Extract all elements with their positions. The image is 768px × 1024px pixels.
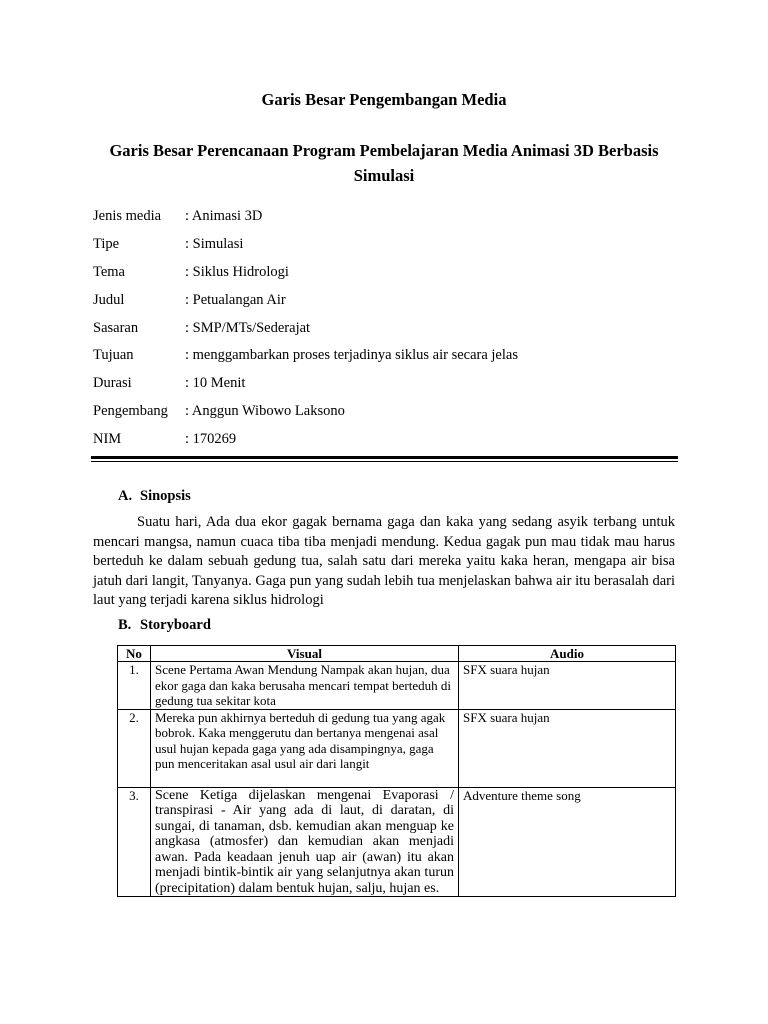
row-visual: Scene Pertama Awan Mendung Nampak akan hujan, dua ekor gaga dan kaka berusaha mencari tempat berteduh di gedung tua sekitar kota xyxy=(151,662,459,710)
table-row xyxy=(118,787,676,897)
meta-value: : Siklus Hidrologi xyxy=(185,263,289,280)
meta-row-sasaran xyxy=(93,314,518,342)
row-audio: SFX suara hujan xyxy=(459,662,676,710)
divider-thick xyxy=(91,456,678,459)
meta-value: : menggambarkan proses terjadinya siklus air secara jelas xyxy=(185,347,518,364)
meta-row-tujuan xyxy=(93,342,518,370)
table-row xyxy=(118,709,676,787)
meta-label: Judul xyxy=(93,291,125,308)
row-number: 2. xyxy=(118,709,151,787)
row-audio: SFX suara hujan xyxy=(459,709,676,787)
row-visual: Mereka pun akhirnya berteduh di gedung tua yang agak bobrok. Kaka menggerutu dan bertanya mengenai asal usul hujan kepada gaga yang ada disampingnya, gaga pun menceritakan asal usul air dari langit xyxy=(151,709,459,787)
main-title: Garis Besar Pengembangan Media xyxy=(261,90,507,109)
meta-row-durasi xyxy=(93,370,518,398)
header-visual: Visual xyxy=(151,646,459,662)
meta-label: Tipe xyxy=(93,236,120,253)
meta-row-nim xyxy=(93,425,518,453)
meta-row-judul xyxy=(93,286,518,314)
meta-value: : SMP/MTs/Sederajat xyxy=(185,319,311,336)
section-heading-sinopsis xyxy=(118,488,191,505)
meta-value: : 170269 xyxy=(185,430,237,447)
header-no: No xyxy=(118,646,151,662)
section-heading-storyboard xyxy=(118,617,211,634)
meta-row-pengembang xyxy=(93,398,518,426)
meta-label: Sasaran xyxy=(93,319,139,336)
meta-label: Tujuan xyxy=(93,347,134,364)
table-header-row xyxy=(118,646,676,662)
synopsis-paragraph: Suatu hari, Ada dua ekor gagak bernama gaga dan kaka yang sedang asyik terbang untuk mencari mangsa, namun cuaca tiba tiba menjadi mendung. Kedua gagak pun mau tidak mau harus berteduh ke dalam sebuah gedung tua, salah satu dari mereka yaitu kaka heran, mengapa air bisa jatuh dari langit, Tanyanya. Gaga pun yang sudah lebih tua menjelaskan bahwa air itu berasalah dari laut yang terjadi karena siklus hidrologi xyxy=(93,514,675,609)
meta-row-tipe xyxy=(93,231,518,259)
header-audio: Audio xyxy=(459,646,676,662)
row-number: 1. xyxy=(118,662,151,710)
section-letter: B. xyxy=(118,617,132,633)
meta-row-tema xyxy=(93,259,518,287)
meta-label: Tema xyxy=(93,263,125,280)
section-letter: A. xyxy=(118,488,133,504)
meta-row-jenis-media xyxy=(93,203,518,231)
meta-label: Durasi xyxy=(93,375,132,392)
section-title: Sinopsis xyxy=(140,488,191,504)
meta-value: : Animasi 3D xyxy=(185,208,263,225)
sub-title: Garis Besar Perencanaan Program Pembelajaran Media Animasi 3D Berbasis Simulasi xyxy=(109,141,659,185)
meta-label: Pengembang xyxy=(93,402,168,419)
row-audio: Adventure theme song xyxy=(459,787,676,897)
meta-label: NIM xyxy=(93,430,122,447)
section-title: Storyboard xyxy=(140,617,211,633)
meta-label: Jenis media xyxy=(93,208,162,225)
meta-value: : Anggun Wibowo Laksono xyxy=(185,402,345,419)
storyboard-table xyxy=(117,645,676,897)
divider-thin xyxy=(91,461,678,462)
row-visual: Scene Ketiga dijelaskan mengenai Evaporasi / transpirasi - Air yang ada di laut, di daratan, di sungai, di tanaman, dsb. kemudian akan menguap ke angkasa (atmosfer) dan kemudian akan menjadi awan. Pada keadaan jenuh uap air (awan) itu akan menjadi bintik-bintik air yang selanjutnya akan turun (precipitation) dalam bentuk hujan, salju, hujan es. xyxy=(151,787,459,897)
meta-value: : Petualangan Air xyxy=(185,291,286,308)
meta-value: : Simulasi xyxy=(185,236,244,253)
metadata-list xyxy=(93,203,518,453)
meta-value: : 10 Menit xyxy=(185,375,246,392)
row-number: 3. xyxy=(118,787,151,897)
table-row xyxy=(118,662,676,710)
